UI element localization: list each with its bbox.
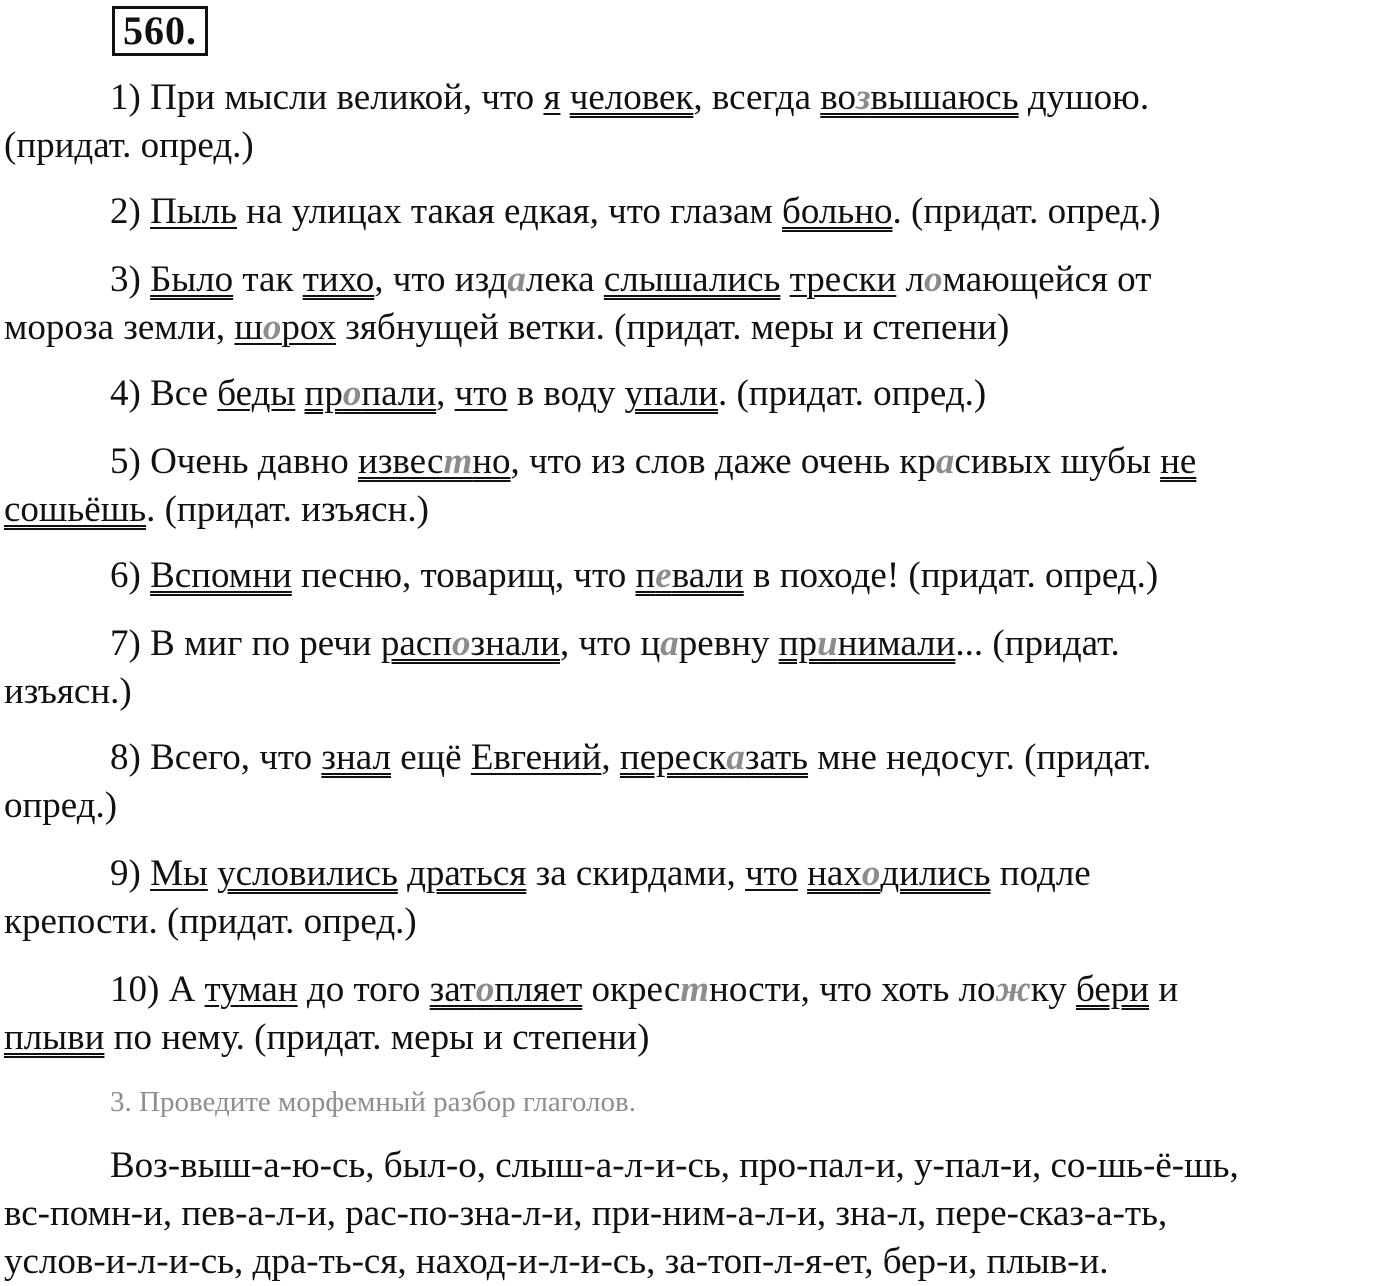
predicate-word: плыви (4, 1017, 105, 1058)
item-line: 2) Пыль на улицах такая едкая, что глазам больно. (придат. опред.) (110, 191, 1161, 232)
highlighted-letter: т (443, 441, 473, 482)
highlighted-letter: о (262, 307, 282, 348)
highlighted-letter: т (680, 969, 710, 1010)
item-line: 1) При мысли великой, что я человек, всегда возвышаюсь душою. (110, 77, 1150, 118)
subject-word: что (745, 853, 798, 894)
highlighted-letter: з (855, 77, 871, 118)
predicate-word: пропали (304, 373, 437, 414)
predicate-word: принимали (778, 623, 956, 664)
answer-line: Воз-выш-а-ю-сь, был-о, слыш-а-л-и-сь, про-пал-и, у-пал-и, со-шь-ё-шь, (110, 1145, 1239, 1186)
highlighted-letter: е (655, 555, 672, 596)
predicate-word: распознали (380, 623, 560, 664)
predicate-word: затопляет (429, 969, 583, 1010)
item-continuation-line: изъясн.) (4, 671, 132, 712)
highlighted-letter: а (660, 623, 679, 664)
item-continuation-line: плыви по нему. (придат. меры и степени) (4, 1017, 650, 1058)
item-line: 9) Мы условились драться за скирдами, что находились подле (110, 853, 1091, 894)
highlighted-letter: о (452, 623, 471, 664)
predicate-word: слышались (603, 259, 781, 300)
predicate-word: бери (1076, 969, 1150, 1010)
subject-word: Мы (150, 853, 208, 894)
predicate-word: Было (150, 259, 234, 300)
item-line: 7) В миг по речи распознали, что царевну принимали... (придат. (110, 623, 1120, 664)
highlighted-letter: а (935, 441, 955, 482)
predicate-word: драться (407, 853, 527, 894)
item-line: 8) Всего, что знал ещё Евгений, пересказать мне недосуг. (придат. (110, 737, 1152, 778)
task-heading: 3. Проведите морфемный разбор глаголов. (110, 1086, 636, 1118)
highlighted-letter: о (342, 373, 362, 414)
exercise-number: 560. (112, 6, 208, 56)
highlighted-letter: и (817, 623, 838, 664)
item-line: 5) Очень давно известно, что из слов даже очень красивых шубы не (110, 441, 1197, 482)
highlighted-letter: а (726, 737, 745, 778)
subject-word: что (454, 373, 508, 414)
predicate-word: Вспомни (150, 555, 292, 596)
subject-word: Пыль (150, 191, 237, 232)
predicate-word: возвышаюсь (820, 77, 1019, 118)
item-continuation-line: сошьёшь. (придат. изъясн.) (4, 489, 429, 530)
subject-word: беды (217, 373, 296, 414)
predicate-word: пересказать (619, 737, 809, 778)
item-continuation-line: мороза земли, шорох зябнущей ветки. (придат. меры и степени) (4, 307, 1010, 348)
predicate-word: тихо (302, 259, 375, 300)
subject-word: трески (789, 259, 897, 300)
item-continuation-line: крепости. (придат. опред.) (4, 901, 417, 942)
predicate-word: упали (624, 373, 718, 414)
subject-word: я (543, 77, 561, 118)
highlighted-letter: о (924, 259, 943, 300)
subject-word: туман (204, 969, 298, 1010)
predicate-word: известно (358, 441, 511, 482)
answer-line: вс-помн-и, пев-а-л-и, рас-по-зна-л-и, при-ним-а-л-и, зна-л, пере-сказ-а-ть, (4, 1193, 1168, 1234)
highlighted-letter: ж (995, 969, 1031, 1010)
predicate-word: сошьёшь (4, 489, 147, 530)
predicate-word: условились (217, 853, 398, 894)
predicate-word: певали (635, 555, 744, 596)
highlighted-letter: а (507, 259, 526, 300)
predicate-word: знал (321, 737, 391, 778)
predicate-word: не (1160, 441, 1197, 482)
predicate-word: находились (807, 853, 991, 894)
item-line: 3) Было так тихо, что издалека слышались трески ломающейся от (110, 259, 1152, 300)
item-line: 6) Вспомни песню, товарищ, что певали в походе! (придат. опред.) (110, 555, 1159, 596)
highlighted-letter: о (861, 853, 881, 894)
predicate-word: человек (569, 77, 694, 118)
item-line: 10) А туман до того затопляет окрестности, что хоть ложку бери и (110, 969, 1179, 1010)
item-line: 4) Все беды пропали, что в воду упали. (придат. опред.) (110, 373, 987, 414)
subject-word: Евгений (470, 737, 602, 778)
item-continuation-line: опред.) (4, 785, 118, 826)
subject-word: шорох (234, 307, 337, 348)
highlighted-letter: о (475, 969, 495, 1010)
predicate-word: больно (782, 191, 893, 232)
item-continuation-line: (придат. опред.) (4, 125, 254, 166)
answer-line: услов-и-л-и-сь, дра-ть-ся, наход-и-л-и-сь, за-топ-л-я-ет, бер-и, плыв-и. (4, 1241, 1109, 1282)
